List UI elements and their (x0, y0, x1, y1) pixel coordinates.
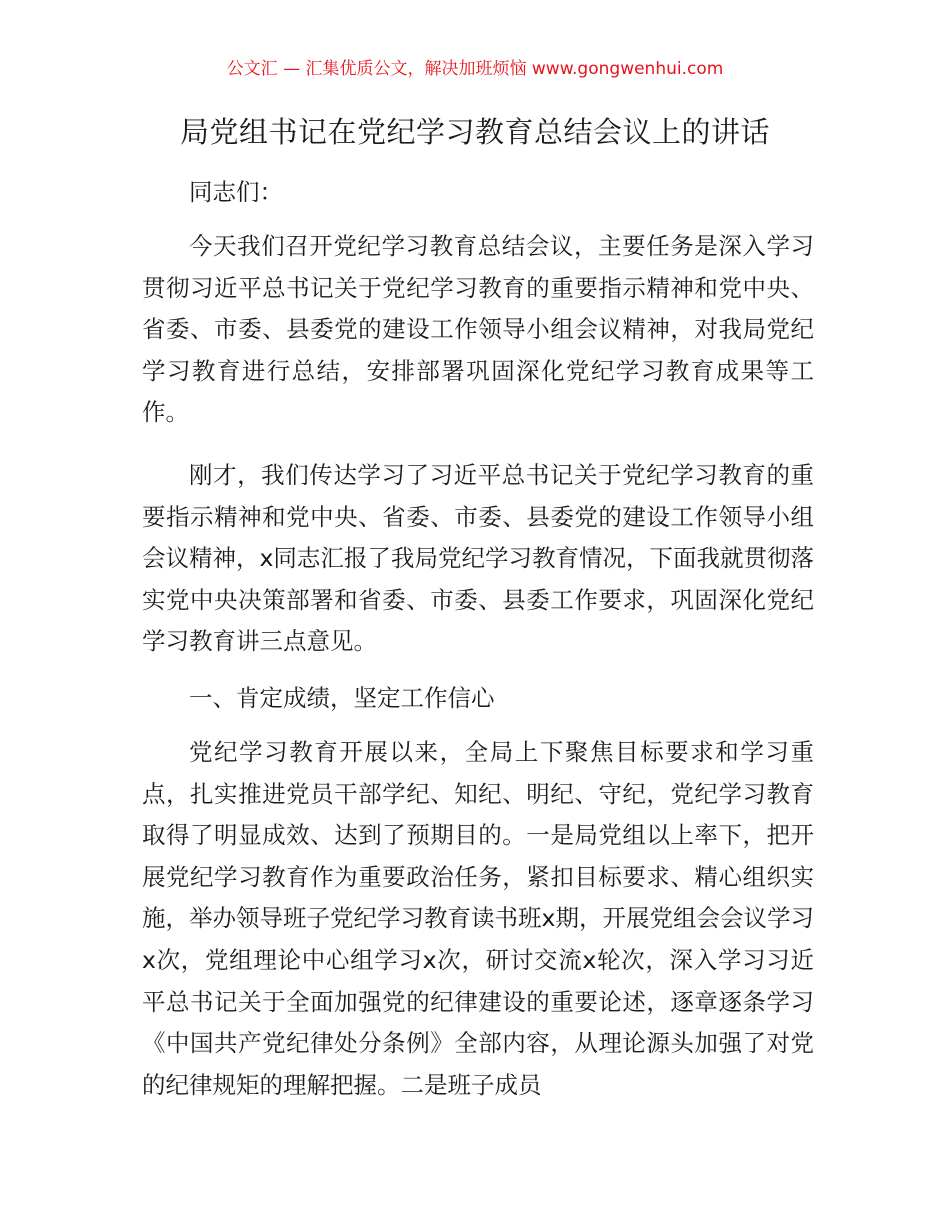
section-heading-1 (142, 678, 814, 720)
paragraph-intro (142, 226, 814, 434)
paragraph-text: 刚才，我们传达学习了习近平总书记关于党纪学习教育的重要指示精神和党中央、省委、市委、县委党的建设工作领导小组会议精神，x同志汇报了我局党纪学习教育情况，下面我就贯彻落实党中央决策部署和省委、市委、县委工作要求，巩固深化党纪学习教育讲三点意见。 (142, 461, 814, 656)
page-title: 局党组书记在党纪学习教育总结会议上的讲话 (179, 115, 770, 149)
site-banner: 公文汇 — 汇集优质公文，解决加班烦恼 www.gongwenhui.com (226, 59, 724, 79)
paragraph-text: 党纪学习教育开展以来，全局上下聚焦目标要求和学习重点，扎实推进党员干部学纪、知纪、明纪、守纪，党纪学习教育取得了明显成效、达到了预期目的。一是局党组以上率下，把开展党纪学习教育作为重要政治任务，紧扣目标要求、精心组织实施，举办领导班子党纪学习教育读书班x期，开展党组会会议学习x次，党组理论中心组学习x次，研讨交流x轮次，深入学习习近平总书记关于全面加强党的纪律建设的重要论述，逐章逐条学习《中国共产党纪律处分条例》全部内容，从理论源头加强了对党的纪律规矩的理解把握。二是班子成员 (142, 738, 814, 1099)
paragraph-text: 今天我们召开党纪学习教育总结会议，主要任务是深入学习贯彻习近平总书记关于党纪学习教育的重要指示精神和党中央、省委、市委、县委党的建设工作领导小组会议精神，对我局党纪学习教育进行总结，安排部署巩固深化党纪学习教育成果等工作。 (142, 232, 814, 427)
section-heading-text: 一、肯定成绩，坚定工作信心 (189, 684, 495, 712)
paragraph-summary (142, 455, 814, 663)
paragraph-achievements (142, 732, 814, 1106)
greeting-line: 同志们： (189, 178, 283, 206)
